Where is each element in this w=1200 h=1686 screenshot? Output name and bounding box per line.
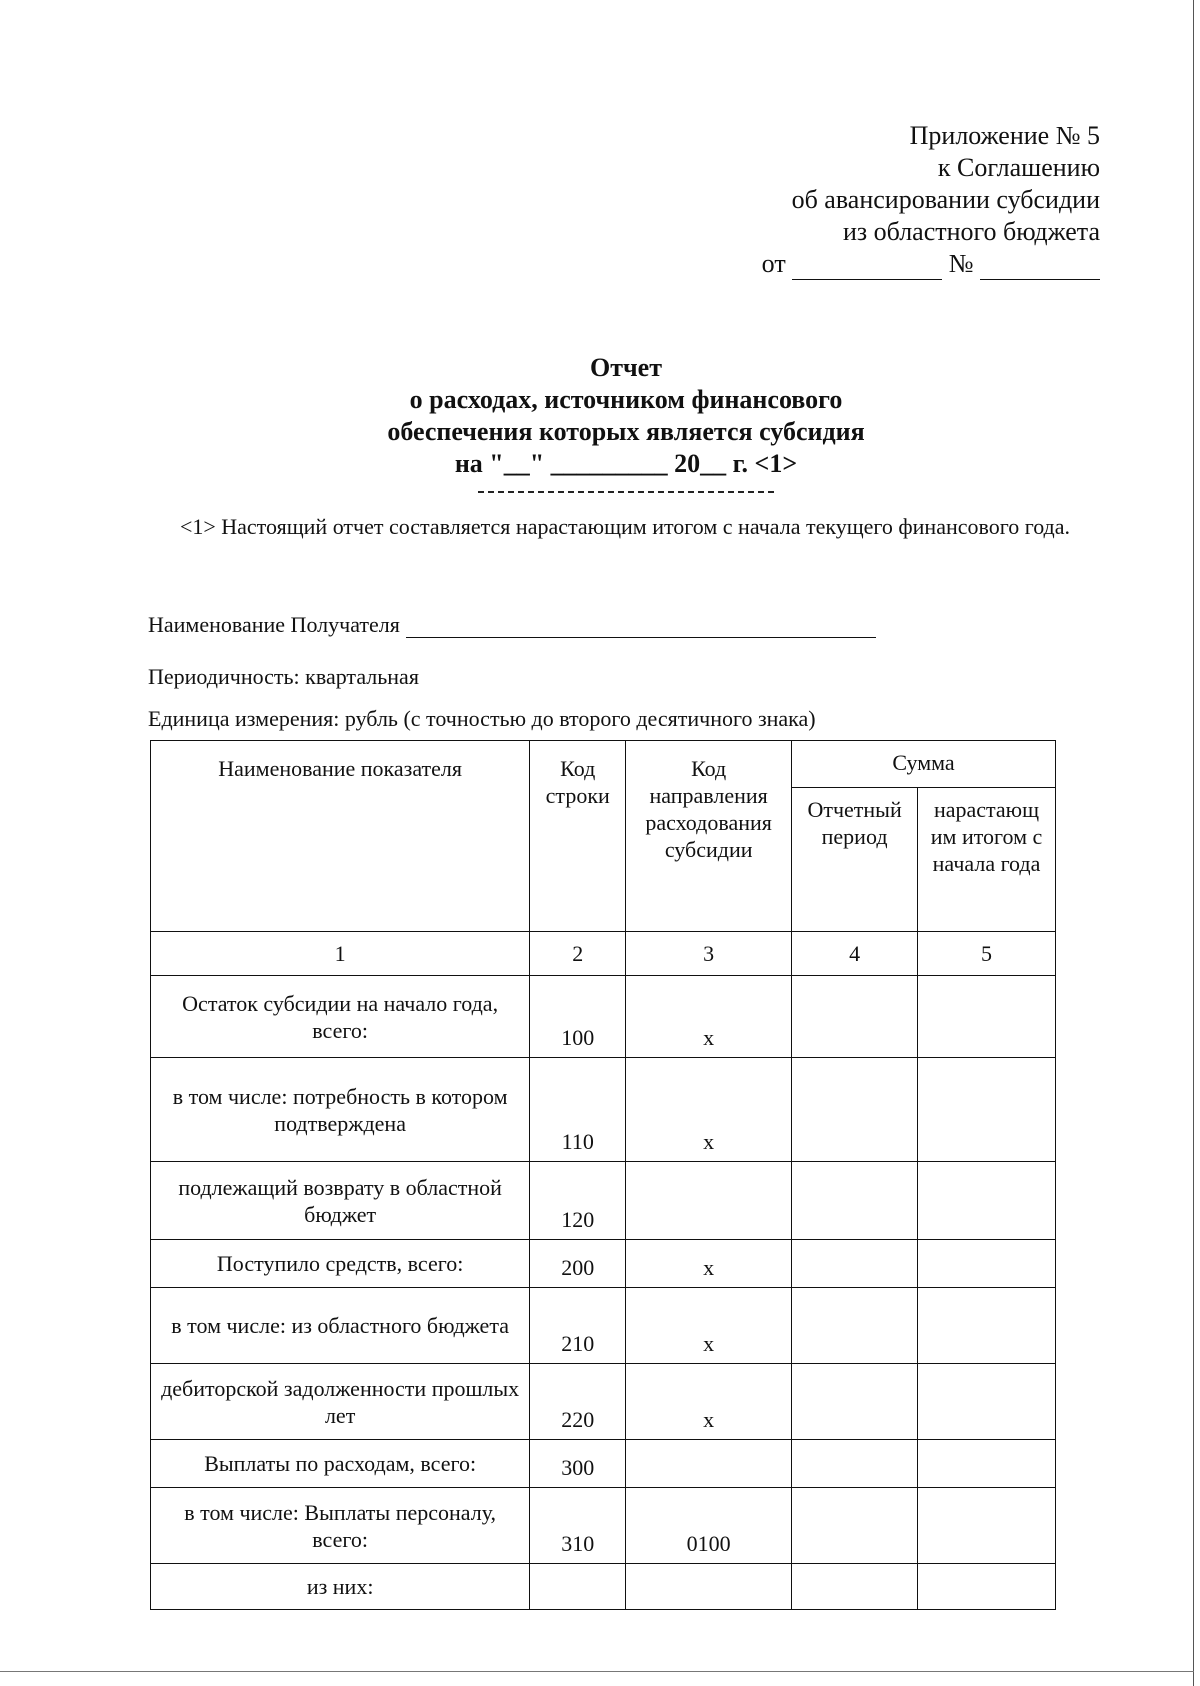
row-period-value	[792, 1564, 918, 1610]
row-name: в том числе: Выплаты персоналу, всего:	[151, 1488, 530, 1564]
date-prefix: от	[761, 249, 786, 278]
row-direction: x	[626, 976, 792, 1058]
row-direction: 0100	[626, 1488, 792, 1564]
header-name: Наименование показателя	[151, 741, 530, 932]
appendix-line: из областного бюджета	[842, 217, 1100, 246]
header-row-code: Код строки	[530, 741, 626, 932]
row-period-value	[792, 1288, 918, 1364]
column-number: 2	[530, 932, 626, 976]
header-sum: Сумма	[792, 741, 1056, 788]
row-name: в том числе: потребность в котором подтверждена	[151, 1058, 530, 1162]
row-direction	[626, 1440, 792, 1488]
row-direction: x	[626, 1364, 792, 1440]
row-name: дебиторской задолженности прошлых лет	[151, 1364, 530, 1440]
column-number: 3	[626, 932, 792, 976]
row-cumulative-value	[918, 1488, 1056, 1564]
row-cumulative-value	[918, 1058, 1056, 1162]
units: Единица измерения: рубль (с точностью до второго десятичного знака)	[148, 706, 816, 731]
row-cumulative-value	[918, 1162, 1056, 1240]
row-code: 210	[530, 1288, 626, 1364]
row-name: Остаток субсидии на начало года, всего:	[151, 976, 530, 1058]
row-name: подлежащий возврату в областной бюджет	[151, 1162, 530, 1240]
row-period-value	[792, 976, 918, 1058]
number-blank	[980, 255, 1100, 280]
title-line: обеспечения которых является субсидия	[387, 417, 865, 446]
date-blank	[792, 255, 942, 280]
column-number-row	[151, 932, 1056, 976]
title-line: на "__" _________ 20__ г. <1>	[454, 449, 798, 478]
table-row	[151, 1488, 1056, 1564]
title-line: о расходах, источником финансового	[409, 385, 843, 414]
row-code: 220	[530, 1364, 626, 1440]
row-cumulative-value	[918, 976, 1056, 1058]
row-cumulative-value	[918, 1440, 1056, 1488]
row-direction	[626, 1564, 792, 1610]
header-cumulative: нарастающ им итогом с начала года	[918, 788, 1056, 932]
page-edge	[1193, 0, 1194, 1686]
row-name: из них:	[151, 1564, 530, 1610]
row-code: 310	[530, 1488, 626, 1564]
table-row	[151, 1288, 1056, 1364]
table-row	[151, 1162, 1056, 1240]
row-period-value	[792, 1162, 918, 1240]
periodicity: Периодичность: квартальная	[148, 664, 419, 689]
row-period-value	[792, 1240, 918, 1288]
row-period-value	[792, 1364, 918, 1440]
row-name: Поступило средств, всего:	[151, 1240, 530, 1288]
table-row	[151, 1240, 1056, 1288]
row-direction: x	[626, 1240, 792, 1288]
row-code: 120	[530, 1162, 626, 1240]
appendix-block	[762, 120, 1100, 280]
row-direction: x	[626, 1058, 792, 1162]
row-code: 100	[530, 976, 626, 1058]
table-header-row	[151, 741, 1056, 788]
footnote: <1> Настоящий отчет составляется нарастающим итогом с начала текущего финансового года.	[179, 514, 1071, 539]
table-row	[151, 1364, 1056, 1440]
recipient-blank	[406, 615, 876, 638]
row-cumulative-value	[918, 1288, 1056, 1364]
row-code: 200	[530, 1240, 626, 1288]
header-direction-code: Код направления расходования субсидии	[626, 741, 792, 932]
column-number: 1	[151, 932, 530, 976]
recipient-label: Наименование Получателя	[148, 612, 400, 637]
number-sign: №	[948, 249, 974, 278]
table-row	[151, 976, 1056, 1058]
title-line: Отчет	[590, 353, 662, 382]
appendix-line: к Соглашению	[937, 153, 1100, 182]
appendix-line: Приложение № 5	[909, 121, 1100, 150]
row-cumulative-value	[918, 1240, 1056, 1288]
row-name: в том числе: из областного бюджета	[151, 1288, 530, 1364]
column-number: 5	[918, 932, 1056, 976]
row-period-value	[792, 1440, 918, 1488]
column-number: 4	[792, 932, 918, 976]
row-code	[530, 1564, 626, 1610]
report-table	[150, 740, 1056, 1610]
table-row	[151, 1058, 1056, 1162]
row-period-value	[792, 1488, 918, 1564]
row-code: 110	[530, 1058, 626, 1162]
footnote-separator	[478, 491, 774, 493]
table-row	[151, 1440, 1056, 1488]
header-period: Отчетный период	[792, 788, 918, 932]
row-direction: x	[626, 1288, 792, 1364]
row-cumulative-value	[918, 1364, 1056, 1440]
row-code: 300	[530, 1440, 626, 1488]
appendix-date-line	[762, 248, 1100, 280]
row-direction	[626, 1162, 792, 1240]
row-cumulative-value	[918, 1564, 1056, 1610]
table-row	[151, 1564, 1056, 1610]
row-period-value	[792, 1058, 918, 1162]
row-name: Выплаты по расходам, всего:	[151, 1440, 530, 1488]
page-edge	[0, 1671, 1194, 1672]
recipient-line	[148, 612, 876, 638]
appendix-line: об авансировании субсидии	[791, 185, 1100, 214]
report-title	[0, 352, 1200, 480]
